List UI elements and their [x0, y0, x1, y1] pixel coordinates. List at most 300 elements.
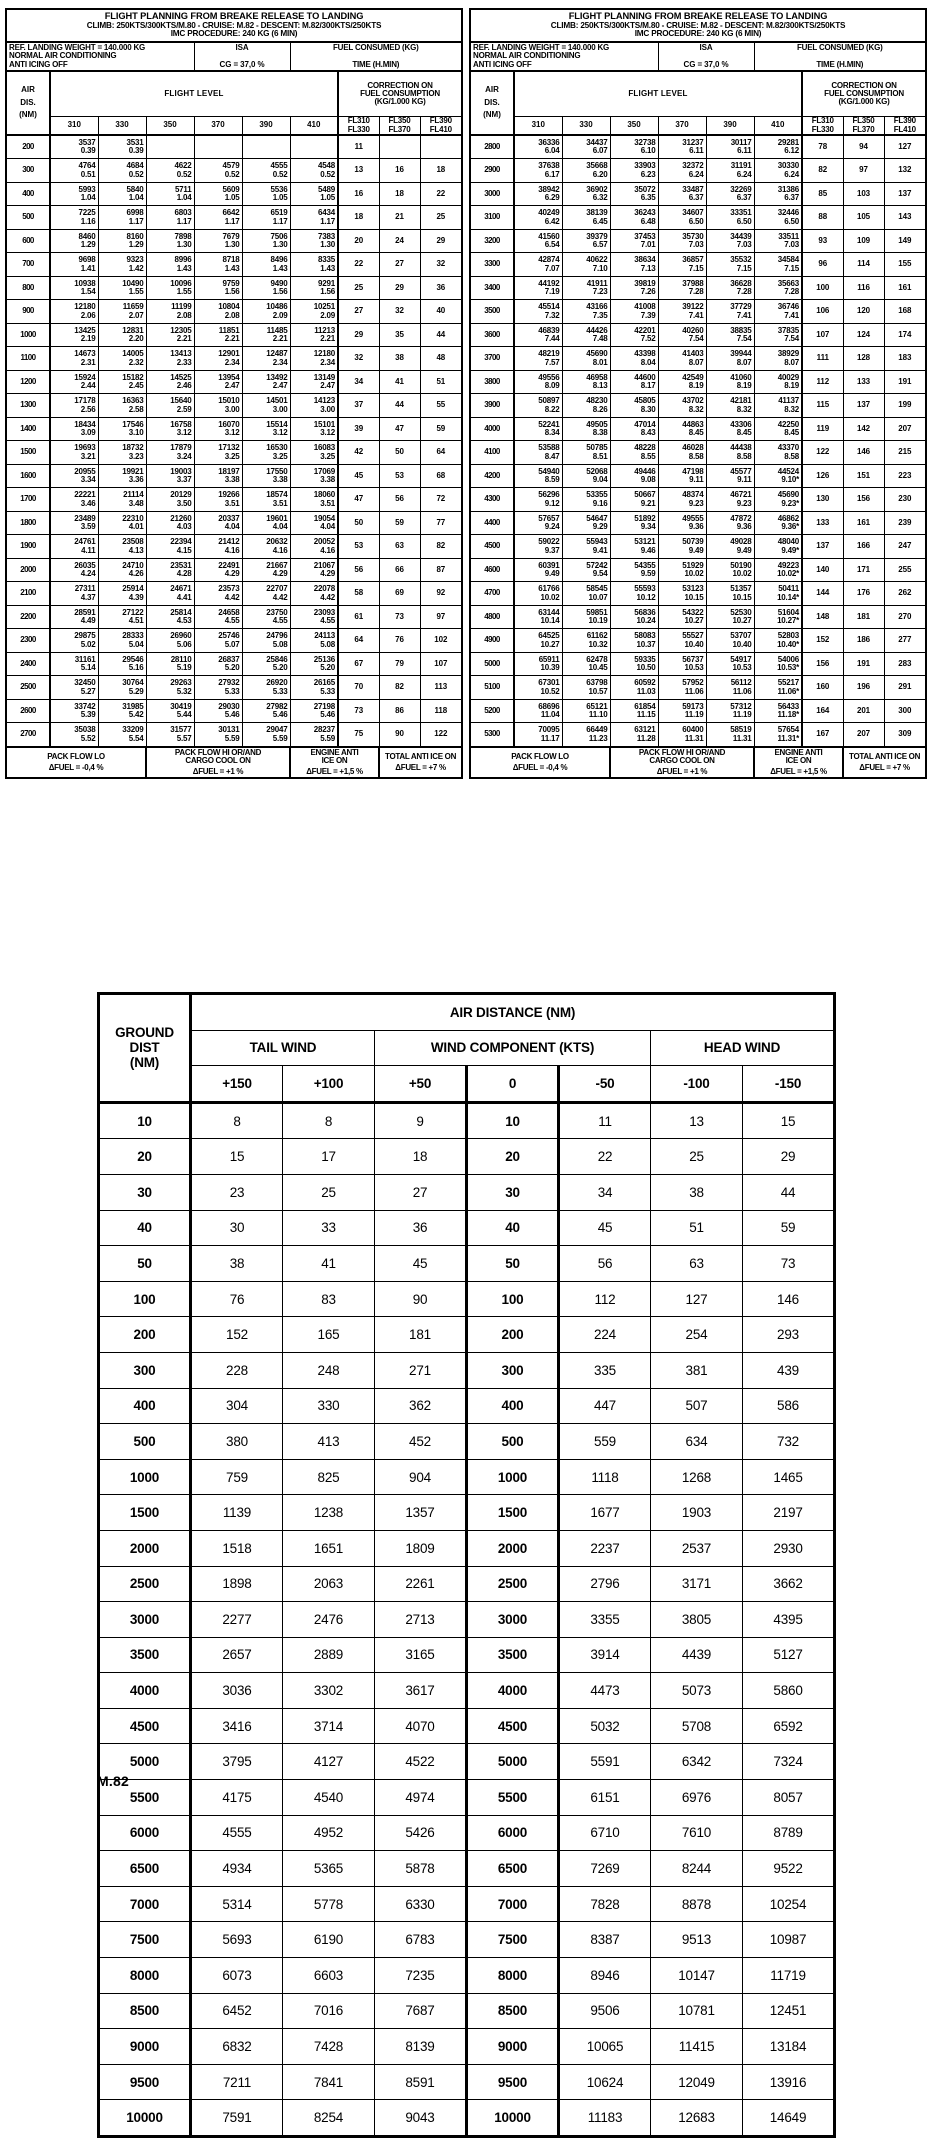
fuel-time-cell-fl330: [562, 605, 610, 629]
time-value: 2.19: [80, 334, 96, 344]
correction-value-FL390: 72: [420, 488, 462, 512]
time-value: 8.58: [736, 451, 752, 461]
table-row: [99, 1459, 835, 1495]
air-distance-value--50: 11: [559, 1102, 651, 1139]
fuel-value: 6519: [270, 208, 288, 218]
fuel-value: [195, 139, 240, 147]
gd-header-row-3: [99, 1066, 835, 1103]
air-distance-value: 5300: [470, 723, 514, 747]
time-value: 8.45: [688, 428, 704, 438]
ground-distance-value: 4500: [99, 1708, 191, 1744]
fuel-time-cell-fl410: [754, 276, 802, 300]
fl-column-header-410: 410: [290, 117, 338, 135]
time-value: 11.17: [540, 733, 560, 743]
correction-value-FL390: 149: [884, 229, 926, 253]
ref-line-3: ANTI ICING OFF: [9, 59, 68, 69]
fuel-time-cell-fl370: [194, 699, 242, 723]
fuel-value: 27932: [218, 678, 240, 688]
table-row: [99, 1958, 835, 1994]
table-row: [470, 605, 926, 629]
fuel-time-cell-fl410: [290, 229, 338, 253]
fuel-value: 17550: [266, 466, 288, 476]
air-distance-value-0: 30: [467, 1174, 559, 1210]
fuel-time-cell-fl390: [706, 488, 754, 512]
air-distance-value--150: 6592: [743, 1708, 835, 1744]
fuel-time-cell-fl310: [50, 723, 98, 747]
fuel-time-cell-fl370: [194, 535, 242, 559]
air-distance-value-+50: 452: [375, 1424, 467, 1460]
correction-value-FL310: 73: [338, 699, 379, 723]
time-value: 5.19: [176, 663, 192, 673]
fuel-value: 25914: [122, 584, 144, 594]
fuel-value: 65911: [538, 654, 560, 664]
fuel-time-cell-fl370: [194, 135, 242, 159]
air-distance-value: 5100: [470, 676, 514, 700]
air-distance-value-+150: 228: [191, 1352, 283, 1388]
fuel-time-cell-fl410: [290, 464, 338, 488]
time-value: 4.16: [224, 545, 240, 555]
fuel-footer-cell-3: [379, 747, 462, 778]
correction-value-FL350: 124: [843, 323, 884, 347]
air-dis-line1: AIR: [21, 85, 35, 95]
head-wind-header: HEAD WIND: [651, 1030, 835, 1066]
ground-distance-value: 20: [99, 1139, 191, 1175]
correction-value-FL310: 122: [802, 441, 843, 465]
time-value: 3.38: [272, 475, 288, 485]
fuel-time-cell-fl410: [754, 159, 802, 183]
fuel-value: 31985: [122, 701, 144, 711]
fuel-value: 8996: [174, 255, 192, 265]
fuel-value: 33511: [778, 231, 799, 241]
fuel-tables-container: [5, 8, 927, 779]
fuel-value: 49505: [586, 419, 608, 429]
fuel-time-cell-fl390: [706, 417, 754, 441]
fuel-time-cell-fl330: [562, 488, 610, 512]
fuel-time-cell-fl350: [146, 582, 194, 606]
fuel-value: 25136: [313, 654, 335, 664]
air-distance-value-+50: 4522: [375, 1744, 467, 1780]
time-value: 10.14: [540, 616, 560, 626]
correction-value-FL350: 76: [379, 629, 420, 653]
footer-label-1: ENGINE ANTI: [310, 747, 359, 757]
footer-delta: ΔFUEL = -0,4 %: [512, 762, 568, 772]
correction-value-FL390: 223: [884, 464, 926, 488]
correction-value-FL310: 126: [802, 464, 843, 488]
time-value: 4.29: [320, 569, 335, 579]
fuel-time-cell-fl410: [290, 253, 338, 277]
fuel-value: 18434: [74, 419, 96, 429]
fuel-value: 60400: [682, 725, 704, 735]
air-distance-value-+150: 6832: [191, 2029, 283, 2065]
fuel-value: 16070: [218, 419, 240, 429]
time-value: [195, 147, 240, 155]
air-distance-value-0: 40: [467, 1210, 559, 1246]
fuel-time-cell-fl350: [146, 535, 194, 559]
fuel-time-cell-fl370: [658, 159, 706, 183]
fuel-time-cell-fl350: [146, 652, 194, 676]
fuel-value: [291, 139, 336, 147]
time-value: 1.43: [272, 263, 288, 273]
air-distance-value-0: 3000: [467, 1602, 559, 1638]
fuel-time-cell-fl370: [194, 206, 242, 230]
fuel-value: 23531: [170, 560, 192, 570]
fuel-value: 29875: [74, 631, 96, 641]
correction-value-FL310: 32: [338, 347, 379, 371]
correction-value-FL310: 111: [802, 347, 843, 371]
footer-delta: ΔFUEL = +1 %: [656, 766, 708, 776]
fuel-time-cell-fl390: [706, 464, 754, 488]
fl-column-header-390: 390: [242, 117, 290, 135]
correction-value-FL350: 161: [843, 511, 884, 535]
time-value: 1.42: [128, 263, 144, 273]
table-row: [470, 535, 926, 559]
fuel-time-cell-fl330: [562, 300, 610, 324]
air-distance-value--150: 2197: [743, 1495, 835, 1531]
fuel-time-cell-fl370: [658, 629, 706, 653]
fuel-time-cell-fl410: [290, 676, 338, 700]
fuel-time-cell-fl310: [514, 159, 562, 183]
correction-value-FL390: [420, 135, 462, 159]
fuel-value: 55527: [682, 631, 704, 641]
fuel-value: 11485: [266, 325, 288, 335]
time-value: 0.52: [272, 169, 288, 179]
air-distance-value--150: 8057: [743, 1780, 835, 1816]
air-distance-value-+50: 904: [375, 1459, 467, 1495]
fuel-value: 33487: [682, 184, 704, 194]
fuel-ref-row: [6, 42, 462, 71]
fuel-time-cell-fl410: [754, 206, 802, 230]
fuel-value: 6434: [318, 208, 335, 218]
fuel-value: 5840: [126, 184, 144, 194]
time-value: 9.08: [640, 475, 656, 485]
fuel-value: 27311: [74, 584, 96, 594]
fuel-value: 34607: [682, 208, 704, 218]
time-value: 10.15: [732, 592, 752, 602]
fuel-time-cell-fl350: [610, 347, 658, 371]
fuel-value: 56112: [730, 678, 752, 688]
time-value: 9.12: [544, 498, 560, 508]
time-value: 4.42: [320, 592, 335, 602]
air-distance-value-+50: 1809: [375, 1530, 467, 1566]
fuel-time-cell-fl350: [146, 723, 194, 747]
fuel-time-cell-fl370: [194, 652, 242, 676]
fuel-value: 5536: [270, 184, 288, 194]
gd-header-row-2: [99, 1030, 835, 1066]
time-value: 9.54: [592, 569, 608, 579]
time-value: 7.39: [640, 310, 656, 320]
fuel-time-cell-fl410: [290, 441, 338, 465]
fl-column-header-350: 350: [146, 117, 194, 135]
fuel-time-cell-fl350: [146, 229, 194, 253]
air-distance-value-+50: 181: [375, 1317, 467, 1353]
time-value: 3.12: [320, 428, 335, 438]
fuel-value: 61162: [586, 631, 608, 641]
air-distance-value-0: 6000: [467, 1815, 559, 1851]
table-row: [470, 229, 926, 253]
air-distance-value--50: 4473: [559, 1673, 651, 1709]
air-distance-value--100: 381: [651, 1352, 743, 1388]
fuel-value: 40249: [538, 208, 560, 218]
air-distance-value: 300: [6, 159, 50, 183]
fuel-value: 21260: [170, 513, 192, 523]
fuel-time-cell-fl390: [242, 699, 290, 723]
fuel-value: 14005: [122, 349, 144, 359]
time-value: 8.19: [688, 381, 704, 391]
time-value: 7.15: [784, 263, 799, 273]
time-value: 10.52: [540, 686, 560, 696]
time-value: 9.49*: [781, 545, 799, 555]
correction-value-FL310: 137: [802, 535, 843, 559]
fuel-time-cell-fl330: [562, 652, 610, 676]
air-distance-value--50: 22: [559, 1139, 651, 1175]
fuel-time-cell-fl350: [610, 464, 658, 488]
fuel-value: 43370: [777, 443, 799, 453]
footer-label-1: PACK FLOW LO: [511, 752, 569, 762]
air-distance-value-0: 5500: [467, 1780, 559, 1816]
fuel-value: 64525: [538, 631, 560, 641]
air-distance-value-+150: 5693: [191, 1922, 283, 1958]
correction-value-FL390: 32: [420, 253, 462, 277]
fuel-time-cell-fl310: [50, 347, 98, 371]
time-value: 4.13: [128, 545, 144, 555]
correction-value-FL310: 156: [802, 652, 843, 676]
fuel-time-cell-fl350: [146, 253, 194, 277]
time-value: 4.42: [224, 592, 240, 602]
air-distance-value-0: 10000: [467, 2100, 559, 2137]
air-dis-line3: (NM): [19, 110, 37, 120]
air-distance-value: 3200: [470, 229, 514, 253]
corr-hdr-top: FL390: [893, 116, 916, 126]
fuel-value: 32446: [777, 208, 799, 218]
fuel-value: 26165: [313, 678, 335, 688]
air-distance-value--50: 112: [559, 1281, 651, 1317]
air-distance-value--50: 6151: [559, 1780, 651, 1816]
fuel-time-cell-fl370: [194, 629, 242, 653]
time-value: 1.30: [176, 240, 192, 250]
correction-value-FL390: 118: [420, 699, 462, 723]
fuel-value: 38634: [634, 255, 656, 265]
time-value: 9.36: [736, 522, 752, 532]
ground-distance-value: 5500: [99, 1780, 191, 1816]
fuel-time-cell-fl410: [754, 488, 802, 512]
fuel-time-cell-fl310: [50, 535, 98, 559]
air-distance-value--150: 586: [743, 1388, 835, 1424]
time-value: 1.54: [80, 287, 96, 297]
time-value: 9.23: [688, 498, 704, 508]
fuel-time-cell-fl350: [610, 229, 658, 253]
air-distance-value-0: 200: [467, 1317, 559, 1353]
table-row: [6, 582, 462, 606]
fuel-value: 9291: [318, 278, 335, 288]
time-value: 5.59: [320, 733, 335, 743]
table-row: [6, 323, 462, 347]
correction-value-FL350: 79: [379, 652, 420, 676]
fuel-value: 67301: [538, 678, 560, 688]
time-value: 3.12: [176, 428, 192, 438]
time-value: 2.34: [320, 357, 335, 367]
fuel-time-cell-fl310: [514, 629, 562, 653]
time-value: 2.59: [176, 404, 192, 414]
correction-value-FL350: 59: [379, 511, 420, 535]
time-value: 4.49: [80, 616, 96, 626]
time-value: 9.49: [544, 569, 560, 579]
correction-value-FL390: 230: [884, 488, 926, 512]
air-distance-value-+100: 6603: [283, 1958, 375, 1994]
air-distance-value-+150: 7211: [191, 2064, 283, 2100]
fuel-value: 61854: [634, 701, 656, 711]
air-distance-value-0: 9000: [467, 2029, 559, 2065]
correction-value-FL390: 48: [420, 347, 462, 371]
fuel-time-cell-fl310: [50, 558, 98, 582]
fuel-time-cell-fl370: [658, 276, 706, 300]
time-value: 2.09: [320, 310, 335, 320]
correction-value-FL390: 239: [884, 511, 926, 535]
air-distance-value: 700: [6, 253, 50, 277]
correction-value-FL310: 160: [802, 676, 843, 700]
fuel-time-cell-fl310: [514, 206, 562, 230]
fuel-value: 4622: [174, 161, 192, 171]
time-value: 2.44: [80, 381, 96, 391]
air-distance-value--50: 8387: [559, 1922, 651, 1958]
table-row: [99, 1673, 835, 1709]
fuel-time-cell-fl370: [658, 723, 706, 747]
time-value: 9.49: [736, 545, 752, 555]
air-distance-value-+50: 362: [375, 1388, 467, 1424]
time-value: [291, 147, 336, 155]
fuel-value: 11213: [314, 325, 335, 335]
fuel-value: 40260: [682, 325, 704, 335]
air-distance-value--100: 38: [651, 1174, 743, 1210]
time-value: 9.23*: [781, 498, 799, 508]
ground-distance-value: 1000: [99, 1459, 191, 1495]
ground-distance-value: 400: [99, 1388, 191, 1424]
correction-value-FL350: 142: [843, 417, 884, 441]
air-distance-value: 2300: [6, 629, 50, 653]
fuel-value: 25814: [170, 607, 192, 617]
fuel-value: 17178: [74, 396, 96, 406]
air-distance-value--100: 51: [651, 1210, 743, 1246]
table-row: [6, 629, 462, 653]
fuel-footer-cell-3: [843, 747, 926, 778]
table-row: [6, 417, 462, 441]
fuel-value: 45690: [586, 349, 608, 359]
fuel-value: 22491: [218, 560, 240, 570]
correction-value-FL310: 85: [802, 182, 843, 206]
air-distance-value-0: 7000: [467, 1886, 559, 1922]
fuel-value: 19003: [170, 466, 192, 476]
fuel-value: 20632: [266, 537, 288, 547]
fuel-time-cell-fl330: [98, 370, 146, 394]
fuel-time-cell-fl390: [242, 723, 290, 747]
wind-component-header: WIND COMPONENT (KTS): [375, 1030, 651, 1066]
correction-value-FL310: 47: [338, 488, 379, 512]
time-value: 8.17: [640, 381, 656, 391]
fuel-value: 25846: [266, 654, 288, 664]
correction-value-FL350: 146: [843, 441, 884, 465]
fuel-value: 50667: [634, 490, 656, 500]
air-distance-value--100: 10147: [651, 1958, 743, 1994]
fuel-time-cell-fl310: [514, 347, 562, 371]
correction-value-FL390: 309: [884, 723, 926, 747]
air-distance-value-+50: 7235: [375, 1958, 467, 1994]
correction-value-FL310: 130: [802, 488, 843, 512]
ground-distance-value: 6500: [99, 1851, 191, 1887]
air-distance-value--150: 10254: [743, 1886, 835, 1922]
air-distance-value-+150: 2657: [191, 1637, 283, 1673]
fuel-time-cell-fl370: [194, 347, 242, 371]
fuel-value: 11851: [218, 325, 240, 335]
fuel-value: 30330: [777, 161, 799, 171]
air-distance-value--150: 13184: [743, 2029, 835, 2065]
wind-column-header-+50: +50: [375, 1066, 467, 1103]
title-line-1: FLIGHT PLANNING FROM BREAKE RELEASE TO LANDING: [568, 11, 828, 21]
time-value: 4.28: [176, 569, 192, 579]
fuel-value: 13425: [74, 325, 96, 335]
air-distance-value-0: 7500: [467, 1922, 559, 1958]
fuel-time-cell-fl350: [610, 723, 658, 747]
fuel-value: 54322: [682, 607, 704, 617]
time-value: 7.03: [736, 240, 752, 250]
fuel-value: 35668: [586, 161, 608, 171]
fuel-value: 16758: [170, 419, 192, 429]
fuel-value: 37453: [634, 231, 656, 241]
air-distance-value--150: 2930: [743, 1530, 835, 1566]
fuel-time-cell-fl310: [50, 441, 98, 465]
fuel-time-cell-fl330: [562, 464, 610, 488]
fuel-value: 59022: [538, 537, 560, 547]
air-distance-value--150: 732: [743, 1424, 835, 1460]
fuel-value: 22078: [313, 584, 335, 594]
fuel-time-cell-fl310: [50, 582, 98, 606]
fuel-value: 42181: [730, 396, 752, 406]
fl-column-header-410: 410: [754, 117, 802, 135]
fuel-time-cell-fl310: [50, 652, 98, 676]
correction-value-FL310: 18: [338, 206, 379, 230]
fuel-value: 15182: [122, 372, 144, 382]
time-value: 6.37: [736, 193, 752, 203]
footer-delta: ΔFUEL = -0,4 %: [48, 762, 104, 772]
fuel-time-cell-fl370: [658, 699, 706, 723]
fuel-time-cell-fl350: [610, 652, 658, 676]
table-row: [99, 1102, 835, 1139]
air-distance-value: 4400: [470, 511, 514, 535]
fuel-value: 54647: [586, 513, 608, 523]
fuel-value: 15101: [313, 419, 335, 429]
correction-value-FL350: 207: [843, 723, 884, 747]
fuel-value: 12901: [218, 349, 240, 359]
fuel-time-cell-fl310: [514, 276, 562, 300]
fuel-value: 26920: [266, 678, 288, 688]
time-value: 9.16: [592, 498, 608, 508]
time-value: 5.59: [272, 733, 288, 743]
fuel-time-cell-fl370: [194, 558, 242, 582]
fuel-value: 66449: [586, 725, 608, 735]
air-distance-value--100: 6976: [651, 1780, 743, 1816]
time-value: 11.31*: [777, 733, 799, 743]
air-distance-value-+50: 5426: [375, 1815, 467, 1851]
air-distance-value-0: 20: [467, 1139, 559, 1175]
correction-value-FL390: 29: [420, 229, 462, 253]
time-value: 6.50: [784, 216, 799, 226]
time-value: 11.04: [540, 710, 560, 720]
fuel-time-cell-fl370: [658, 229, 706, 253]
fuel-value: 28237: [313, 725, 335, 735]
time-value: 3.48: [128, 498, 144, 508]
time-value: 1.04: [176, 193, 192, 203]
fuel-time-cell-fl350: [610, 511, 658, 535]
time-value: 6.50: [736, 216, 752, 226]
fuel-time-cell-fl310: [514, 370, 562, 394]
